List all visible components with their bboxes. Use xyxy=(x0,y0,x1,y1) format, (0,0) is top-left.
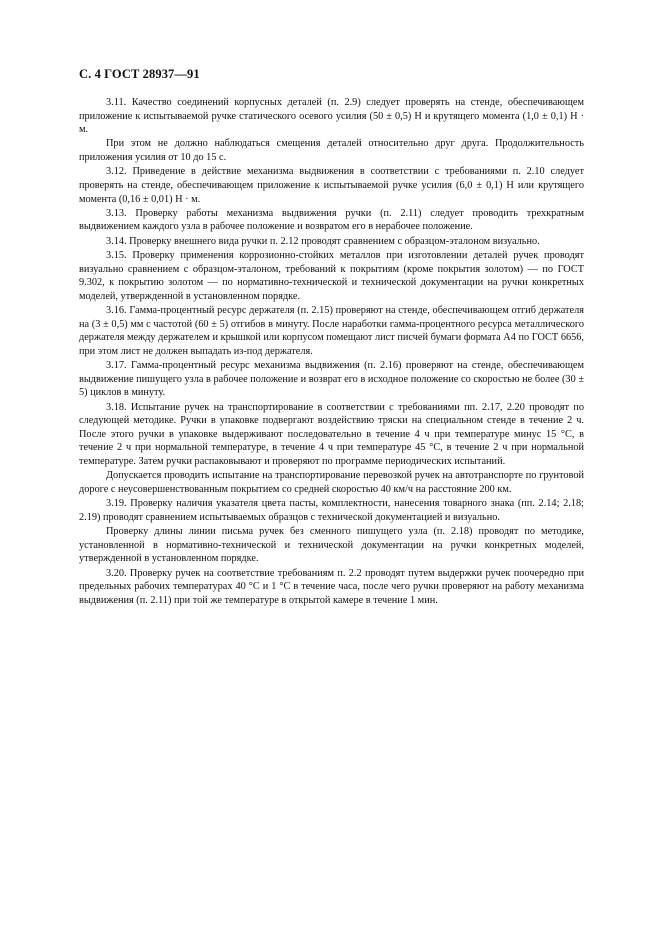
paragraph-3-16: 3.16. Гамма-процентный ресурс держателя (п. 2.15) проверяют на стенде, обеспечивающем отгиб держателя на (3 ± 0,5) мм с частотой (60 ± 5) отгибов в минуту. После наработки гамма-процентного ресурса металлического держателя между держателем и крышкой или корпусом помещают лист писчей бумаги формата А4 по ГОСТ 6656, при этом лист не должен выпадать из-под держателя. xyxy=(79,305,584,357)
paragraph-3-15: 3.15. Проверку применения коррозионно-стойких металлов при изготовлении деталей ручек проводят визуально сравнением с образцом-эталоном, требований к покрытиям (кроме покрытия золотом) — по ГОСТ 9.302, к покрытию золотом — по нормативно-технической и технической документации на ручки конкретных моделей, утвержденной в установленном порядке. xyxy=(79,250,584,302)
document-body xyxy=(79,96,584,608)
paragraph-3-12: 3.12. Приведение в действие механизма выдвижения в соответствии с требованиями п. 2.10 следует проверять на стенде, обеспечивающем приложение к испытываемой ручке усилия (6,0 ± 0,1) Н или крутящего момента (0,16 ± 0,01) Н · м. xyxy=(79,166,584,205)
paragraph-3-11-note: При этом не должно наблюдаться смещения деталей относительно друг друга. Продолжительность приложения усилия от 10 до 15 с. xyxy=(79,138,584,164)
paragraph-3-19-note: Проверку длины линии письма ручек без сменного пишущего узла (п. 2.18) проводят по методике, установленной в нормативно-технической и технической документации на ручки конкретных моделей, утвержденной в установленном порядке. xyxy=(79,526,584,565)
paragraph-3-13: 3.13. Проверку работы механизма выдвижения ручки (п. 2.11) следует проводить трехкратным выдвижением каждого узла в рабочее положение и возвратом его в нерабочее положение. xyxy=(79,207,584,233)
page-header: С. 4 ГОСТ 28937—91 xyxy=(79,67,200,81)
paragraph-3-20: 3.20. Проверку ручек на соответствие требованиям п. 2.2 проводят путем выдержки ручек поочередно при предельных рабочих температурах 40 °С и 1 °С в течение часа, после чего ручки проверяют на работу механизма выдвижения (п. 2.11) при той же температуре в открытой камере в течение 1 мин. xyxy=(79,567,584,606)
paragraph-3-17: 3.17. Гамма-процентный ресурс механизма выдвижения (п. 2.16) проверяют на стенде, обеспечивающем выдвижение пишущего узла в рабочее положение и возврат его в исходное положение со скоростью не более (30 ± 5) циклов в минуту. xyxy=(79,360,584,399)
paragraph-3-11: 3.11. Качество соединений корпусных деталей (п. 2.9) следует проверять на стенде, обеспечивающем приложение к испытываемой ручке статического осевого усилия (50 ± 0,5) Н и крутящего момента (1,0 ± 0,1) Н · м. xyxy=(79,97,584,136)
paragraph-3-18-note: Допускается проводить испытание на транспортирование перевозкой ручек на автотранспорте по грунтовой дороге с неусовершенствованным покрытием со средней скоростью 40 км/ч на расстояние 200 км. xyxy=(79,470,584,495)
paragraph-3-19: 3.19. Проверку наличия указателя цвета пасты, комплектности, нанесения товарного знака (пп. 2.14; 2.18; 2.19) проводят сравнением испытываемых образцов с технической документацией и визуально. xyxy=(79,498,584,523)
paragraph-3-14: 3.14. Проверку внешнего вида ручки п. 2.12 проводят сравнением с образцом-эталоном визуально. xyxy=(106,235,540,247)
paragraph-3-18: 3.18. Испытание ручек на транспортирование в соответствии с требованиями пп. 2.17, 2.20 проводят по следующей методике. Ручки в упаковке подвергают воздействию тряски на специальном стенде в течение 2 ч. После этого ручки в упаковке выдерживают последовательно в течение 4 ч при температуре минус 15 °С, в течение 2 ч при нормальной температуре, в течение 4 ч при температуре 45 °С, в течение 2 ч при нормальной температуре. Затем ручки распаковывают и проверяют по программе периодических испытаний. xyxy=(79,401,584,467)
